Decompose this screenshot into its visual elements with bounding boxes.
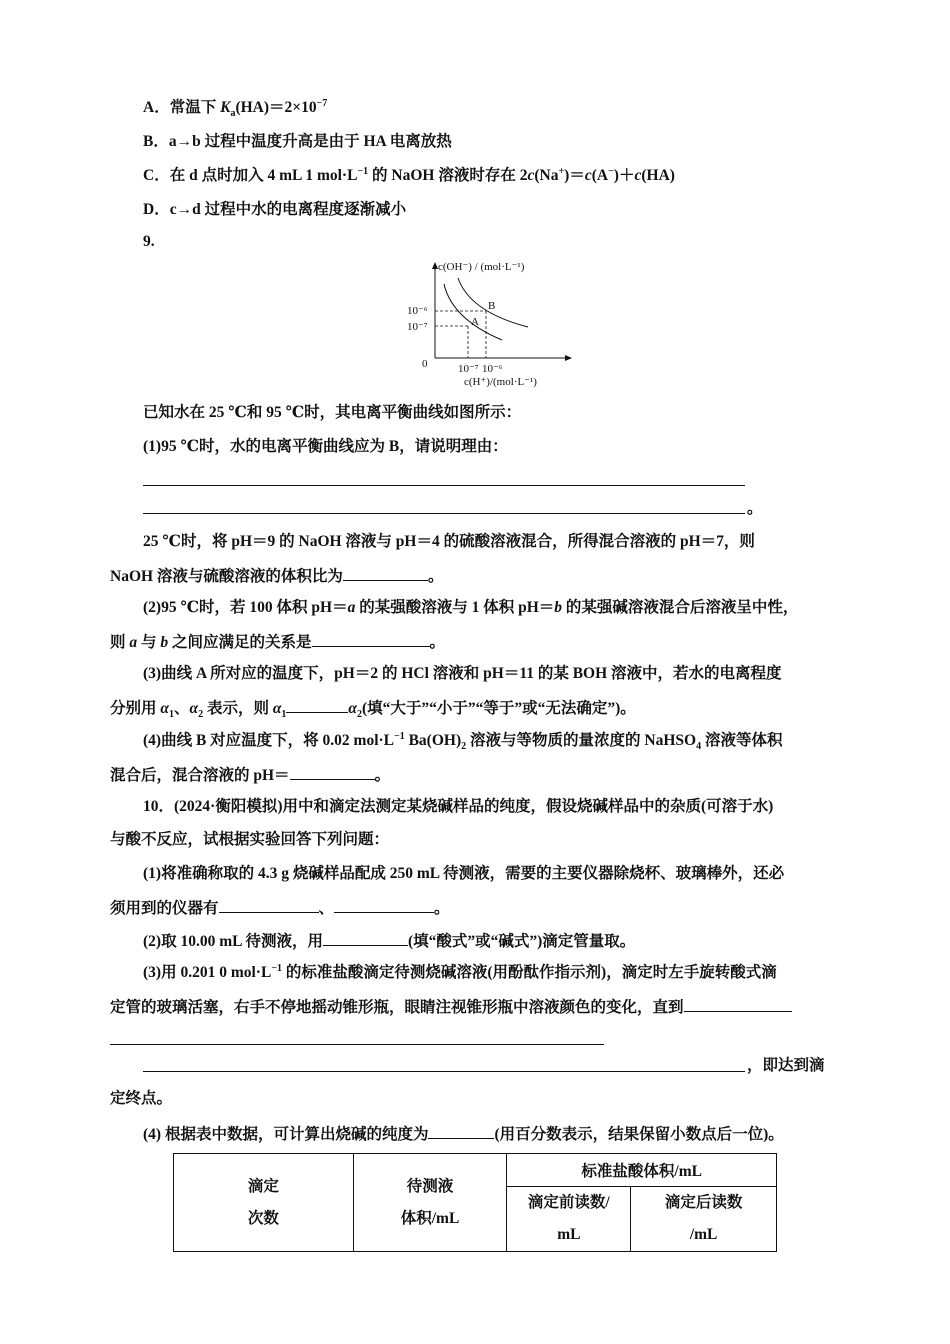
- table-col3a-l2: mL: [557, 1226, 581, 1243]
- q10-part1-blank-2[interactable]: [334, 897, 434, 913]
- q9-part1-end: 。: [747, 500, 763, 517]
- option-c-p1: 在 d 点时加入 4 mL 1 mol·L: [169, 167, 358, 184]
- q10-part4-blank[interactable]: [428, 1123, 494, 1139]
- option-c-p3: (Na: [534, 167, 559, 184]
- x-tick-1: 10⁻⁷: [458, 363, 479, 375]
- q9-mix-line-1: 25 ℃时，将 pH＝9 的 NaOH 溶液与 pH＝4 的硫酸溶液混合，所得混合溶液的 pH＝7，则: [143, 533, 755, 550]
- q9-part4-line-2: [110, 764, 390, 786]
- q9-part2-l2-c: 之间应满足的关系是: [168, 634, 312, 651]
- option-b-letter: B．: [143, 133, 169, 150]
- option-a-letter: A．: [143, 99, 170, 116]
- q9-part2-l2-var-a: a: [129, 634, 138, 651]
- curve-a-label: A: [471, 316, 479, 328]
- q9-part4-sub4: 4: [696, 741, 702, 753]
- table-col2-l1: 待测液: [406, 1177, 454, 1195]
- q9-part4-text-d: 溶液等体积: [701, 732, 783, 749]
- option-c-c2: c: [584, 167, 592, 184]
- q9-part4-blank[interactable]: [290, 764, 375, 780]
- q9-part1-answer-line-2: [143, 513, 745, 514]
- q10-part1-blank-1[interactable]: [219, 897, 319, 913]
- curve-a: [444, 284, 502, 340]
- q9-part3-sub2: 2: [198, 709, 204, 721]
- q10-part3-blank-a[interactable]: [684, 996, 792, 1012]
- q9-part3-line-2: [110, 697, 636, 719]
- q9-part4-text-b: Ba(OH): [404, 732, 462, 749]
- q9-part2-line-1: [143, 598, 798, 618]
- q10-part1-line-2: [110, 897, 450, 919]
- q9-part2-end: 。: [429, 634, 446, 651]
- q9-part2-l2-a: 则: [110, 634, 130, 651]
- q10-part1-sep: 、: [318, 900, 335, 917]
- option-d-text: c→d 过程中水的电离程度逐渐减小: [169, 201, 407, 218]
- option-b-text: a→b 过程中温度升高是由于 HA 电离放热: [168, 133, 452, 150]
- q9-figure: [400, 254, 590, 394]
- q9-part3-alpha1b: α: [272, 700, 282, 717]
- x-tick-2: 10⁻⁶: [482, 363, 503, 375]
- option-b: [143, 132, 452, 152]
- q9-mix-blank[interactable]: [343, 565, 428, 581]
- table-col1-l1: 滴定: [247, 1177, 279, 1195]
- q9-part2-var-b: b: [554, 599, 563, 616]
- option-c-p3-exp: +: [558, 165, 565, 177]
- q9-part2-text-b: 的某强酸溶液与 1 体积 pH＝: [355, 599, 555, 616]
- q10-part4-text-a: (4) 根据表中数据，可计算出烧碱的纯度为: [143, 1126, 429, 1143]
- q9-part3-alpha2b: α: [348, 700, 357, 717]
- table-col2-l2: 体积/mL: [400, 1209, 460, 1227]
- option-c-p1-exp: −1: [357, 165, 369, 177]
- q9-part4-text-c: 溶液与等物质的量浓度的 NaHSO: [466, 732, 697, 749]
- q9-part4-l2-text: 混合后，混合溶液的 pH＝: [110, 767, 290, 784]
- table-col3b-l1: 滴定后读数: [664, 1194, 743, 1211]
- option-c-p7: (HA): [641, 167, 675, 184]
- option-a-k-sub: a: [230, 108, 236, 120]
- titration-table: [173, 1153, 777, 1252]
- y-tick-2: 10⁻⁷: [407, 321, 428, 333]
- y-axis-label: c(OH⁻) / (mol·L⁻¹): [438, 261, 525, 273]
- q9-part4-end: 。: [374, 767, 391, 784]
- option-c-p6: )＋: [613, 167, 635, 184]
- q10-line-1: 10．(2024·衡阳模拟)用中和滴定法测定某烧碱样品的纯度，假设烧碱样品中的杂质(可溶于水): [143, 798, 774, 815]
- q9-part1: (1)95 ℃时，水的电离平衡曲线应为 B，请说明理由：: [143, 438, 508, 455]
- q9-part4-line-1: [143, 731, 782, 751]
- option-d-letter: D．: [143, 201, 170, 218]
- q9-mix-end: 。: [427, 568, 444, 585]
- table-header-hcl-volume: 标准盐酸体积/mL: [507, 1154, 777, 1187]
- option-c-p5: (A: [591, 167, 609, 184]
- q9-part3-l2-b: 、: [173, 700, 190, 717]
- q9-part3-alpha2: α: [189, 700, 199, 717]
- curve-b-label: B: [488, 300, 496, 312]
- q10-part3-l3-end: ，即达到滴: [747, 1057, 825, 1074]
- option-a: [143, 98, 327, 118]
- q10-part3-exp: −1: [271, 962, 283, 974]
- q9-number: 9.: [143, 233, 155, 250]
- option-c: [143, 166, 675, 186]
- q9-part3-sub1b: 1: [281, 709, 287, 721]
- q10-part2: [143, 930, 635, 952]
- q10-part3-line-4: 定终点。: [110, 1090, 173, 1107]
- option-c-letter: C．: [143, 167, 170, 184]
- table-header-titration-count: [174, 1154, 354, 1252]
- q9-part2-var-a: a: [347, 599, 356, 616]
- option-a-exp: −7: [316, 97, 328, 109]
- q10-part3-text-b: 的标准盐酸滴定待测烧碱溶液(用酚酞作指示剂)，滴定时左手旋转酸式滴: [282, 964, 777, 981]
- q9-part3-sub2b: 2: [356, 709, 362, 721]
- q10-part3-text-a: (3)用 0.201 0 mol·L: [143, 964, 272, 981]
- option-a-prefix: 常温下: [169, 99, 221, 116]
- q10-part3-l2-text: 定管的玻璃活塞，右手不停地摇动锥形瓶，眼睛注视锥形瓶中溶液颜色的变化，直到: [110, 999, 684, 1016]
- q9-part2-l2-var-b: b: [160, 634, 169, 651]
- q9-part2-l2-b: 与: [137, 634, 161, 651]
- q10-part2-text-b: (填“酸式”或“碱式”)滴定管量取。: [407, 933, 636, 950]
- q10-part4: [143, 1123, 784, 1145]
- q9-part4-exp: −1: [394, 730, 405, 742]
- x-axis-arrow: [565, 355, 572, 361]
- q9-part3-sub1: 1: [168, 709, 174, 721]
- option-c-c3: c: [634, 167, 642, 184]
- q9-mix-text: NaOH 溶液与硫酸溶液的体积比为: [110, 568, 343, 585]
- q9-part3-alpha1: α: [160, 700, 169, 717]
- option-c-p5-exp: −: [608, 165, 614, 177]
- table-header-final-reading: [631, 1187, 777, 1252]
- q9-part3-l2-d: (填“大于”“小于”“等于”或“无法确定”)。: [361, 700, 636, 717]
- q9-part2-line-2: [110, 631, 445, 653]
- table-header-initial-reading: [507, 1187, 631, 1252]
- table-col3b-l2: /mL: [689, 1226, 718, 1243]
- y-tick-1: 10⁻⁶: [407, 305, 428, 317]
- q9-part3-line-1: (3)曲线 A 所对应的温度下，pH＝2 的 HCl 溶液和 pH＝11 的某 BOH 溶液中，若水的电离程度: [143, 665, 782, 682]
- option-a-k: K: [220, 99, 231, 116]
- origin-label: 0: [422, 358, 428, 370]
- q9-part3-blank[interactable]: [286, 697, 348, 713]
- table-col1-l2: 次数: [247, 1209, 279, 1227]
- q9-part1-answer-line-1: [143, 485, 745, 486]
- option-c-c1: c: [527, 167, 535, 184]
- x-axis-label: c(H⁺)/(mol·L⁻¹): [464, 376, 537, 388]
- option-c-p4: )＝: [564, 167, 585, 184]
- table-header-sample-volume: [353, 1154, 507, 1252]
- q10-part3-line-1: [143, 963, 777, 983]
- q10-part1-end: 。: [434, 900, 450, 917]
- option-c-p2: 的 NaOH 溶液时存在 2: [368, 167, 528, 184]
- q9-part2-text-a: (2)95 ℃时，若 100 体积 pH＝: [143, 599, 348, 616]
- q10-part2-text-a: (2)取 10.00 mL 待测液，用: [143, 933, 323, 950]
- q10-part3-answer-line: [110, 1044, 604, 1045]
- q10-part2-blank[interactable]: [323, 930, 408, 946]
- option-a-rest: (HA)＝2×10: [235, 99, 317, 116]
- q10-part3-line-2: [110, 996, 792, 1018]
- q10-part1-line-1: (1)将准确称取的 4.3 g 烧碱样品配成 250 mL 待测液，需要的主要仪器除烧杯、玻璃棒外，还必: [143, 865, 785, 882]
- q9-part2-blank[interactable]: [312, 631, 430, 647]
- q10-line-2: 与酸不反应，试根据实验回答下列问题：: [110, 831, 390, 848]
- option-d: [143, 200, 406, 220]
- q9-mix-line-2: [110, 565, 443, 587]
- q10-part1-text: 须用到的仪器有: [110, 900, 219, 917]
- q10-part3-answer-line-2: [143, 1071, 745, 1072]
- q9-intro: 已知水在 25 ℃和 95 ℃时，其电离平衡曲线如图所示：: [143, 404, 522, 421]
- q9-part2-text-c: 的某强碱溶液混合后溶液呈中性，: [562, 599, 799, 616]
- q9-part4-text-a: (4)曲线 B 对应温度下，将 0.02 mol·L: [143, 732, 395, 749]
- q9-part3-l2-a: 分别用: [110, 700, 161, 717]
- q10-part4-text-b: (用百分数表示，结果保留小数点后一位)。: [494, 1126, 784, 1143]
- q9-part4-sub2: 2: [461, 741, 467, 753]
- q9-part3-l2-c: 表示，则: [203, 700, 273, 717]
- table-col3a-l1: 滴定前读数/: [527, 1194, 610, 1211]
